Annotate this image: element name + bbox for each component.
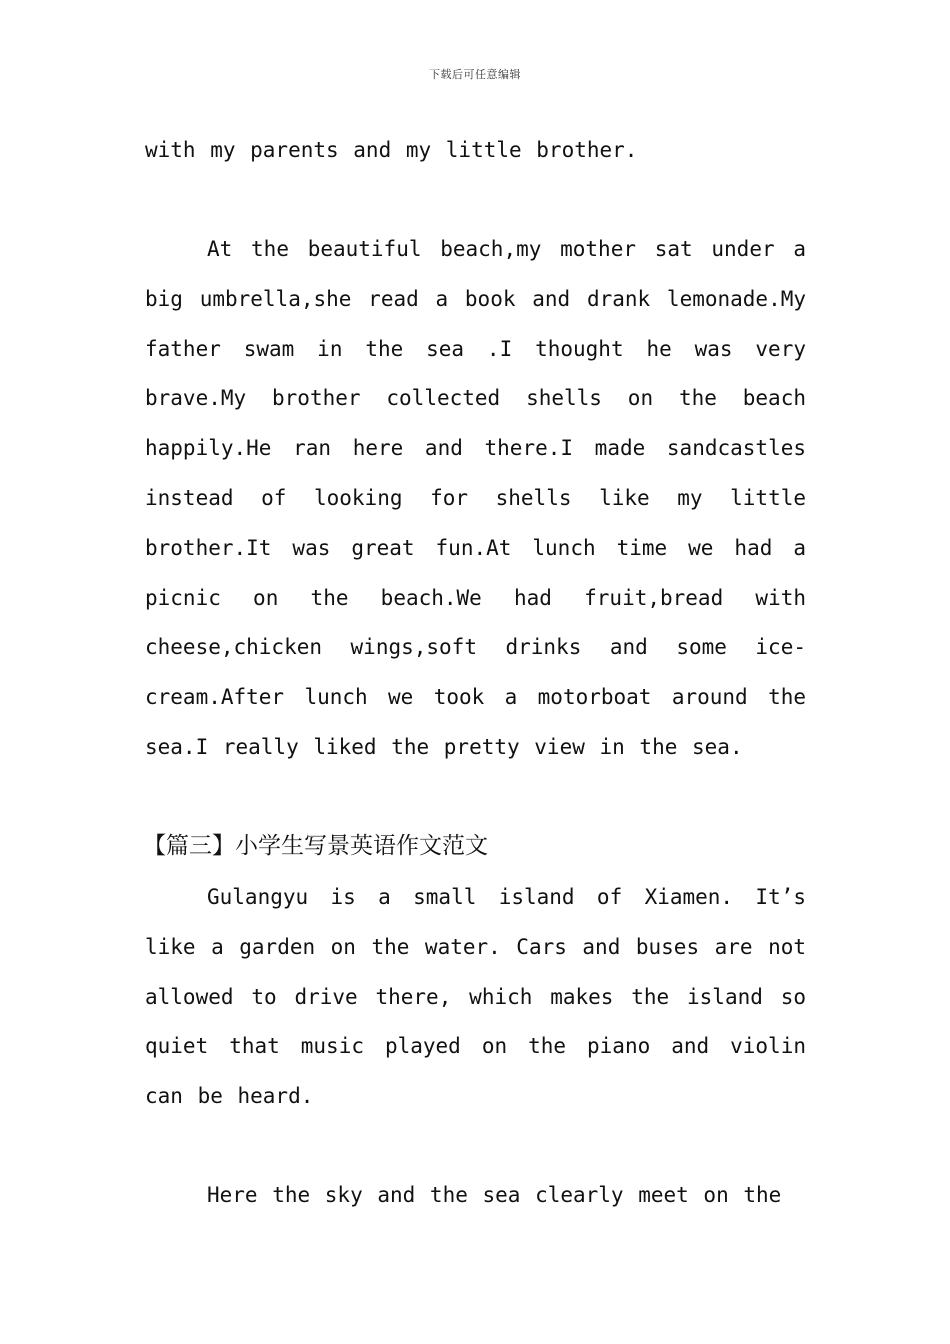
section-heading: 【篇三】小学生写景英语作文范文 — [143, 833, 488, 859]
paragraph-sky-sea: Here the sky and the sea clearly meet on the — [207, 1183, 782, 1207]
page-header-note: 下载后可任意编辑 — [429, 68, 521, 81]
paragraph-continuation: with my parents and my little brother. — [145, 138, 638, 162]
paragraph-gulangyu: Gulangyu is a small island of Xiamen. It’s like a garden on the water. Cars and buses are not allowed to drive there, which makes the island so quiet that music played on the piano and violin can be heard. — [145, 885, 806, 1109]
paragraph-beach-day: At the beautiful beach,my mother sat under a big umbrella,she read a book and drank lemonade.My father swam in the sea .I thought he was very brave.My brother collected shells on the beach happily.He ran here and there.I made sandcastles instead of looking for shells like my little brother.It was great fun.At lunch time we had a picnic on the beach.We had fruit,bread with cheese,chicken wings,soft drinks and some ice-cream.After lunch we took a motorboat around the sea.I really liked the pretty view in the sea. — [145, 237, 806, 759]
